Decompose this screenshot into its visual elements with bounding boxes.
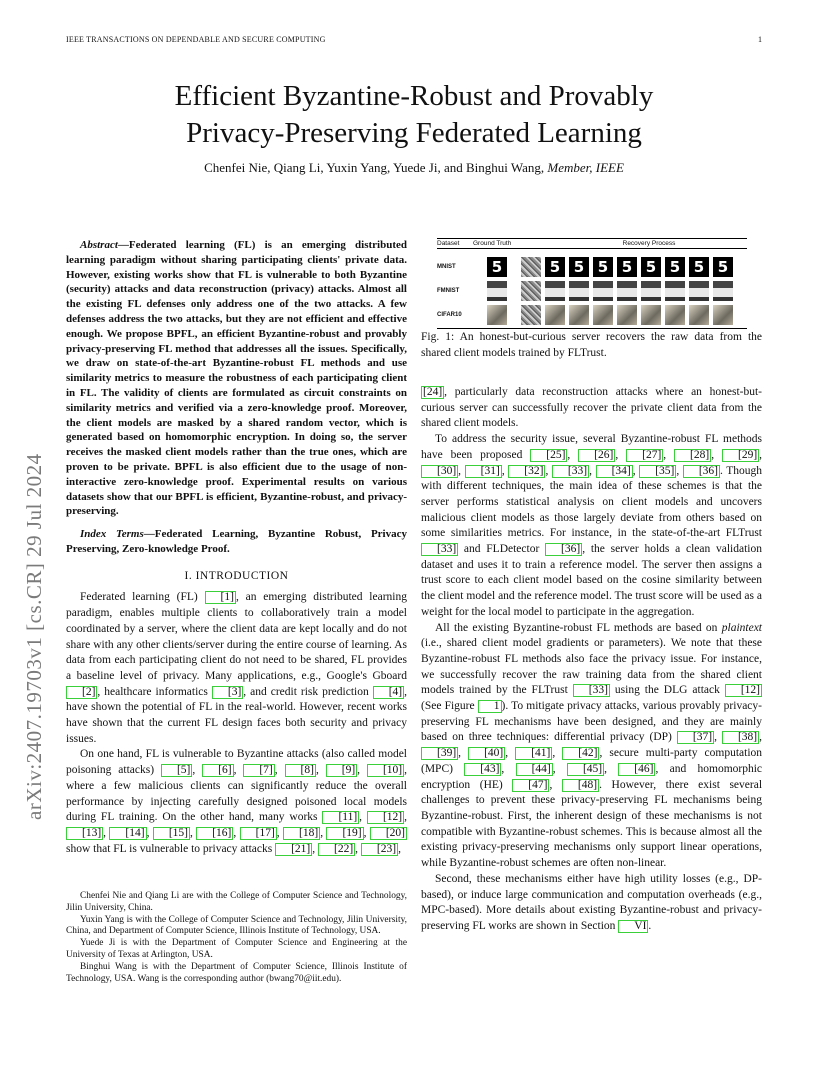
citation-link[interactable]: [2] <box>66 686 97 699</box>
citation-link[interactable]: [24] <box>423 386 443 398</box>
footnote: Yuede Ji is with the Department of Computer Science and Engineering at the University of Texas at Arlington, USA. <box>66 938 407 960</box>
figure-row <box>437 255 747 278</box>
citation-link[interactable]: [39] <box>421 747 458 760</box>
citation-link[interactable]: [45] <box>567 763 604 776</box>
citation-link[interactable]: [23] <box>361 843 398 856</box>
ground-truth-image <box>487 281 507 301</box>
footnote: Yuxin Yang is with the College of Computer Science and Technology, Jilin University, China, and Department of Computer Science, Illinois Institute of Technology, USA. <box>66 914 407 937</box>
citation-link[interactable]: [29] <box>722 449 759 462</box>
recovered-image: 5 <box>545 257 565 277</box>
citation-link[interactable]: [20] <box>370 827 407 840</box>
footnotes <box>66 891 407 985</box>
right-paragraph-3: All the existing Byzantine-robust FL methods are based on plaintext (i.e., shared client model gradients or parameters). We note that these Byzantine-robust FL methods also face the privacy issue. For instance, we successfully recover the raw training data from the shared client models trained by the FLTrust [33] using the DLG attack [12] (See Figure 1 ). To mitigate privacy attacks, various provably privacy-preserving FL mechanisms have been designed, and they are mainly based on three techniques: differential privacy (DP) [37] , [38] , [39] , [40] , [41] , [42] , secure multi-party computation (MPC) [43] , [44] , [45] , [46] , and homomorphic encryption (HE) [47] , [48] . However, there exist several challenges to prevent these privacy-preserving FL mechanisms being Byzantine-robust. First, the inherent design of these mechanisms is not compatible with Byzantine-robust schemes. This is because almost all the existing privacy-preserving mechanisms only support linear operations, while Byzantine-robust schemes are often non-linear. <box>421 621 763 870</box>
citation-link[interactable]: [14] <box>109 827 146 840</box>
citation-link[interactable]: [36] <box>545 543 582 556</box>
citation-link[interactable]: [33] <box>573 684 610 697</box>
citation-link[interactable]: [22] <box>318 843 355 856</box>
citation-link[interactable]: [18] <box>283 827 320 840</box>
recovered-image: 5 <box>593 257 613 277</box>
ground-truth-image: 5 <box>487 257 507 277</box>
abstract <box>66 238 407 519</box>
arxiv-stamp: arXiv:2407.19703v1 [cs.CR] 29 Jul 2024 <box>22 453 46 820</box>
citation-link[interactable]: [7] <box>243 764 274 777</box>
citation-link[interactable]: [15] <box>153 827 190 840</box>
section-title-introduction: I. INTRODUCTION <box>184 569 289 582</box>
index-terms <box>66 527 407 557</box>
recovered-image <box>713 305 733 325</box>
recovered-image <box>641 305 661 325</box>
citation-link[interactable]: [9] <box>326 764 357 777</box>
abstract-label: Abstract <box>80 239 118 251</box>
recovered-image: 5 <box>617 257 637 277</box>
abstract-text: —Federated learning (FL) is an emerging distributed learning paradigm without sharing participating clients' private data. However, existing works show that FL is vulnerable to both Byzantine (security) attacks and data reconstruction (privacy) attacks. Almost all the existing FL defenses only address one of the two attacks. A few defenses address the two attacks, but they are not efficient and effective enough. We propose BPFL, an efficient Byzantine-robust and provably privacy-preserving FL method that addresses all the issues. Specifically, we draw on state-of-the-art Byzantine-robust FL methods and use similarity metrics to measure the robustness of each participating client in FL. The validity of clients are formulated as circuit constraints on similarity metrics and verified via a zero-knowledge proof. Moreover, the client models are masked by a shared random vector, which is generated based on homomorphic encryption. In doing so, the server receives the masked client models rather than the true ones, which are proven to be private. BPFL is also efficient due to the usage of non-interactive zero-knowledge proof. Experimental results on various datasets show that our BPFL is efficient, Byzantine-robust, and privacy-preserving. <box>66 239 407 518</box>
recovered-image <box>617 281 637 301</box>
citation-link[interactable]: [31] <box>465 465 502 478</box>
right-column <box>421 385 762 935</box>
recovered-image <box>689 281 709 301</box>
citation-link[interactable]: [43] <box>464 763 501 776</box>
citation-link[interactable]: [17] <box>240 827 277 840</box>
figure-bottom-rule <box>437 328 747 329</box>
citation-link[interactable]: [41] <box>515 747 552 760</box>
figure-row-label: MNIST <box>437 263 456 270</box>
citation-link[interactable]: [19] <box>326 827 363 840</box>
footnote: Chenfei Nie and Qiang Li are with the College of Computer Science and Technology, Jilin University, China. <box>66 891 407 913</box>
index-terms-text: —Federated Learning, Byzantine Robust, Privacy Preserving, Zero-knowledge Proof. <box>66 528 407 555</box>
citation-link[interactable]: [38] <box>722 731 759 744</box>
author-names: Chenfei Nie, Qiang Li, Yuxin Yang, Yuede Ji, and Binghui Wang, <box>204 160 545 175</box>
figure-header-dataset: Dataset <box>437 240 460 247</box>
figure-row <box>437 279 747 302</box>
recovered-image <box>593 281 613 301</box>
running-header: IEEE TRANSACTIONS ON DEPENDABLE AND SECURE COMPUTING <box>66 35 326 44</box>
figure-row-label: FMNIST <box>437 287 460 294</box>
citation-link[interactable]: [36] <box>683 465 720 478</box>
recovered-image <box>521 257 541 277</box>
citation-link[interactable]: [28] <box>674 449 711 462</box>
recovered-image: 5 <box>689 257 709 277</box>
right-paragraph-4: Second, these mechanisms either have high utility losses (e.g., DP-based), or induce large communication and computation overheads (e.g., MPC-based). More details about existing Byzantine-robust and privacy-preserving FL works are shown in Section VI . <box>421 872 762 932</box>
left-column <box>66 238 407 857</box>
recovered-image <box>521 281 541 301</box>
footnote: Binghui Wang is with the Department of Computer Science, Illinois Institute of Technology, USA. Wang is the corresponding author (bwang70@iit.edu). <box>66 961 407 984</box>
citation-link[interactable]: [1] <box>205 591 236 604</box>
citation-link[interactable]: [12] <box>725 684 762 697</box>
author-membership: Member, IEEE <box>547 160 624 175</box>
figure-header-row <box>437 238 747 249</box>
citation-link[interactable]: [26] <box>578 449 615 462</box>
recovered-image: 5 <box>713 257 733 277</box>
figure-caption: Fig. 1: An honest-but-curious server recovers the raw data from the shared client models trained by FLTrust. <box>421 331 762 359</box>
recovered-image <box>617 305 637 325</box>
recovered-image <box>665 281 685 301</box>
paper-title-text: Efficient Byzantine-Robust and Provably Privacy-Preserving Federated Learning <box>174 80 654 149</box>
author-line <box>0 160 828 176</box>
citation-link[interactable]: [34] <box>596 465 633 478</box>
intro-paragraph-2: On one hand, FL is vulnerable to Byzantine attacks (also called model poisoning attacks) [5] , [6] , [7] , [8] , [9] , [10] , where a few malicious clients can significantly reduce the overall performance by injecting carefully designed poisoned local models during FL training. On the other hand, many works [11] , [12] , [13] , [14] , [15] , [16] , [17] , [18] , [19] , [20] show that FL is vulnerable to privacy attacks [21] , [22] , [23] , <box>66 748 407 855</box>
citation-link[interactable]: [44] <box>516 763 553 776</box>
citation-link[interactable]: [12] <box>367 811 404 824</box>
intro-paragraph-1: Federated learning (FL) [1] , an emerging distributed learning paradigm, enables multiple clients to collaboratively train a model coordinated by a server, where the client data are kept locally and do not share with any other clients/server during the entire course of learning. As data from each participating client do not need to be shared, FL provides a baseline level of privacy. Many applications, e.g., Google's Gboard [2] , healthcare informatics [3] , and credit risk prediction [4] , have shown the potential of FL in the real-world. However, recent works have shown that the current FL design faces both security and privacy issues. <box>66 591 408 745</box>
recovered-image <box>641 281 661 301</box>
citation-link[interactable]: [33] <box>552 465 589 478</box>
citation-link[interactable]: [35] <box>639 465 676 478</box>
citation-link[interactable]: [47] <box>512 779 549 792</box>
citation-link[interactable]: [5] <box>161 764 192 777</box>
figure-row-label: CIFAR10 <box>437 311 462 318</box>
recovered-image <box>545 305 565 325</box>
section-link[interactable]: VI <box>618 920 648 933</box>
citation-link[interactable]: [8] <box>285 764 316 777</box>
index-terms-label: Index Terms <box>80 528 144 541</box>
figure-header-ground-truth: Ground Truth <box>473 240 512 247</box>
recovered-image <box>593 305 613 325</box>
recovered-image <box>569 281 589 301</box>
citation-link[interactable]: [3] <box>212 686 243 699</box>
citation-link[interactable]: [46] <box>618 763 655 776</box>
citation-link[interactable]: [13] <box>66 827 103 840</box>
citation-link[interactable]: [10] <box>367 764 404 777</box>
recovered-image <box>689 305 709 325</box>
citation-link[interactable]: [25] <box>530 449 567 462</box>
citation-link[interactable]: [4] <box>373 686 404 699</box>
recovered-image: 5 <box>641 257 661 277</box>
figure-row <box>437 303 747 326</box>
recovered-image <box>545 281 565 301</box>
citation-link[interactable]: [40] <box>468 747 505 760</box>
citation-link[interactable]: [30] <box>421 465 458 478</box>
recovered-image <box>521 305 541 325</box>
paper-title <box>0 78 828 152</box>
citation-link[interactable]: [42] <box>562 747 599 760</box>
citation-link[interactable]: [21] <box>275 843 312 856</box>
recovered-image <box>569 305 589 325</box>
citation-link[interactable]: [33] <box>421 543 458 556</box>
recovered-image: 5 <box>569 257 589 277</box>
ground-truth-image <box>487 305 507 325</box>
citation-link[interactable]: [6] <box>202 764 233 777</box>
recovered-image <box>713 281 733 301</box>
figure-grid <box>437 255 747 326</box>
page-number: 1 <box>758 35 763 44</box>
figure-link[interactable]: 1 <box>478 700 502 713</box>
citation-link[interactable]: [11] <box>322 811 359 824</box>
citation-link[interactable]: [48] <box>562 779 599 792</box>
citation-link[interactable]: [27] <box>626 449 663 462</box>
figure-1 <box>437 238 747 329</box>
figure-header-recovery: Recovery Process <box>622 240 676 247</box>
citation-link[interactable]: [32] <box>508 465 545 478</box>
citation-link[interactable]: [16] <box>196 827 233 840</box>
right-paragraph-1: [24] , particularly data reconstruction attacks where an honest-but-curious server can successfully recover the private client data from the shared client models. <box>421 386 762 430</box>
recovered-image <box>665 305 685 325</box>
citation-link[interactable]: [37] <box>677 731 714 744</box>
right-paragraph-2: To address the security issue, several Byzantine-robust FL methods have been proposed [25] , [26] , [27] , [28] , [29] , [30] , [31] , [32] , [33] , [34] , [35] , [36] . Though with different techniques, the main idea of these schemes is that the server performs statistical analysis on client models and uncovers malicious client models as those largely deviate from others based on some similarities metrics. For instance, in the state-of-the-art FLTrust [33] and FLDetector [36] , the server holds a clean validation dataset and uses it to train a reference model. The server then assigns a trust score to each client model based on the cosine similarity between the client model and the reference model. The trust score will be used as a weight for the local model to participate in the aggregation. <box>421 433 763 618</box>
recovered-image: 5 <box>665 257 685 277</box>
